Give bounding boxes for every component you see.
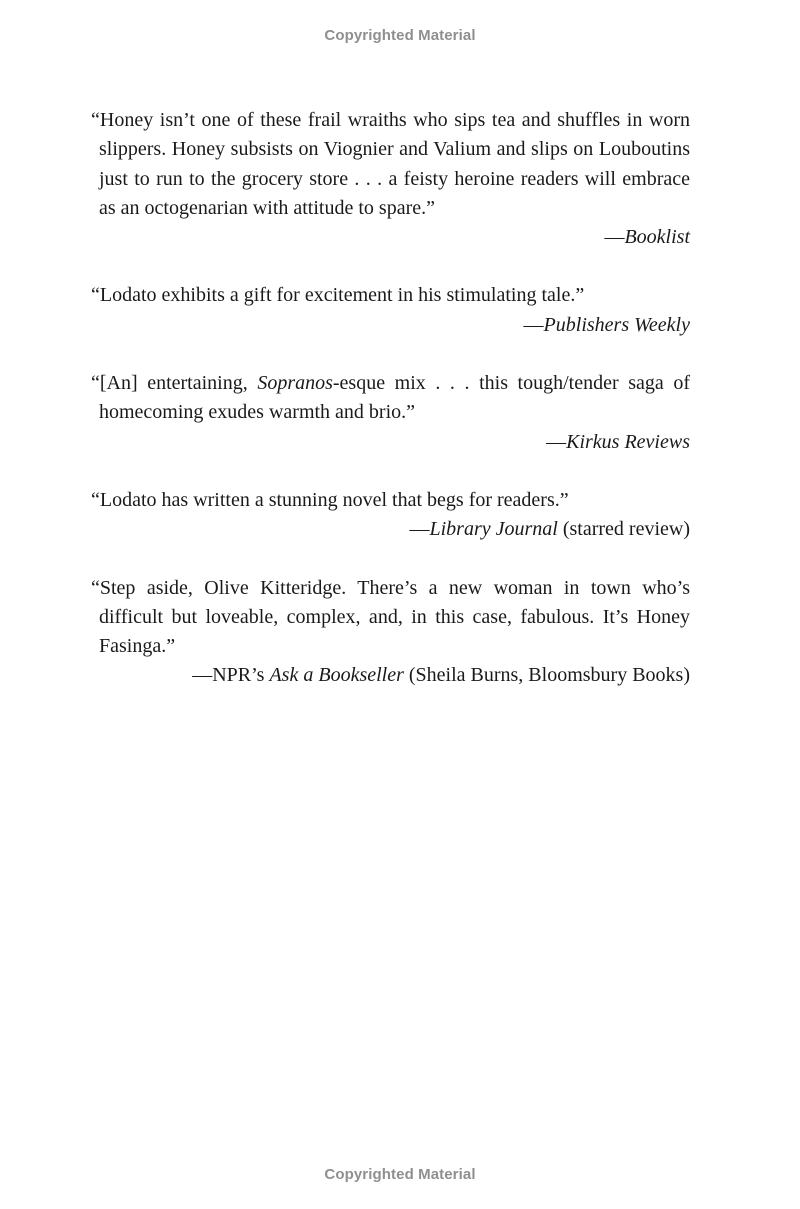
attribution-dash: — [546, 430, 567, 453]
blurb-quote: “Step aside, Olive Kitteridge. There’s a new woman in town who’s difficult but loveable, complex, and, in this case, fabulous. It’s Honey Fasinga.” [91, 576, 690, 658]
blurb-npr-ask-a-bookseller [91, 574, 690, 691]
blurb-library-journal [91, 486, 690, 545]
blurb-quote: “Honey isn’t one of these frail wraiths who sips tea and shuffles in worn slippers. Honey subsists on Viognier and Valium and slips on Louboutins just to run to the grocery store . . . a feisty heroine readers will embrace as an octogenarian with attitude to spare.” [91, 109, 690, 219]
blurb-publishers-weekly [91, 281, 690, 340]
copyright-watermark-bottom: Copyrighted Material [324, 1166, 476, 1183]
blurb-attribution [91, 223, 690, 252]
blurb-attribution [91, 428, 690, 457]
attribution-dash: — [523, 313, 544, 336]
blurb-attribution [91, 515, 690, 544]
attribution-prefix: —NPR’s [192, 664, 270, 687]
quote-title-italic: Sopranos [257, 372, 333, 395]
blurb-attribution [91, 311, 690, 340]
attribution-note: (starred review) [557, 518, 690, 541]
quote-text-before: “[An] entertaining, [91, 372, 258, 395]
attribution-dash: — [604, 226, 625, 249]
blurb-attribution [91, 661, 690, 690]
blurb-quote [91, 369, 690, 428]
quote-text-after: -esque mix . . . this tough/tender saga of homecoming exudes warmth and brio.” [99, 372, 690, 424]
attribution-source: Ask a Bookseller [269, 664, 404, 687]
blurb-booklist [91, 106, 690, 252]
praise-blurbs [91, 106, 690, 720]
blurb-quote: “Lodato has written a stunning novel that begs for readers.” [91, 488, 569, 511]
attribution-dash: — [409, 518, 430, 541]
attribution-source: Library Journal [429, 518, 558, 541]
attribution-source: Publishers Weekly [543, 313, 690, 336]
blurb-quote: “Lodato exhibits a gift for excitement in his stimulating tale.” [91, 284, 585, 307]
copyright-watermark-top: Copyrighted Material [324, 27, 476, 44]
attribution-source: Kirkus Reviews [566, 430, 690, 453]
attribution-note: (Sheila Burns, Bloomsbury Books) [403, 664, 690, 687]
attribution-source: Booklist [624, 226, 690, 249]
blurb-kirkus-reviews [91, 369, 690, 457]
